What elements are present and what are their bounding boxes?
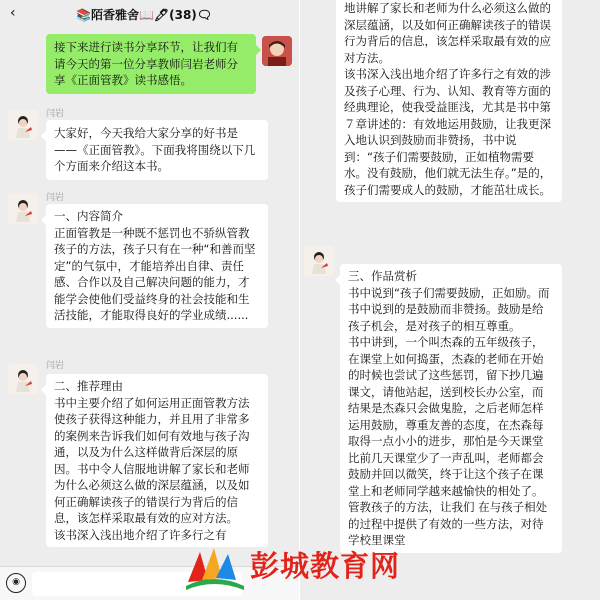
watermark-logo-icon	[184, 542, 246, 592]
message-bubble-continued[interactable]: 地讲解了家长和老师为什么必须这么做的深层蕴涵，以及如何正确解读孩子的错误行为背后的信息，该怎样采取最有效的应对方法。 该书深入浅出地介绍了许多行之有效的涉及孩子心理、行为、认知、教育等方面的经典理论，使我受益匪浅，尤其是书中第７章讲述的：有效地运用鼓励，让我更深入地认识到鼓励而非赞扬，书中说到：“孩子们需要鼓励，正如植物需要水。没有鼓励，他们就无法生存。”是的，孩子们需要成人的鼓励，才能茁壮成长。	[336, 0, 562, 202]
cartoon-avatar-icon	[8, 110, 38, 140]
message-bubble[interactable]: 三、作品赏析 书中说到“孩子们需要鼓励，正如励。而书中说到的是鼓励而非赞扬。鼓励是给孩子机会，是对孩子的相互尊重。 书中讲到，一个叫杰森的五年级孩子，在课堂上如何捣蛋，杰森的老师在开始的时候也尝试了这些惩罚，留下抄几遍课文，请他站起，送到校长办公室，而结果是杰森只会做鬼脸，之后老师怎样运用鼓励，尊重友善的态度，在杰森每取得一点小小的进步，那怕是今天课堂比前几天课堂少了一声乱叫，老师都会鼓励并回以微笑，终于让这个孩子在课堂上和老师同学越来越愉快的相处了。 管教孩子的方法，让我们 在与孩子相处的过程中提供了有效的一些方法，对待学校里课堂	[340, 264, 562, 553]
site-watermark	[184, 528, 424, 600]
sender-avatar[interactable]	[8, 194, 38, 224]
cartoon-avatar-icon	[304, 246, 334, 276]
cartoon-avatar-icon	[8, 194, 38, 224]
self-avatar-icon	[262, 36, 292, 66]
cartoon-avatar-icon	[8, 364, 38, 394]
sender-name: 闫岩	[46, 193, 65, 203]
sender-name: 闫岩	[46, 361, 65, 371]
sender-avatar[interactable]	[8, 364, 38, 394]
chat-column-right	[300, 0, 600, 600]
message-bubble-self[interactable]: 接下来进行读书分享环节，让我们有请今天的第一位分享教师闫岩老师分享《正面管教》读书感悟。	[46, 34, 256, 94]
message-bubble[interactable]: 二、推荐理由 书中主要介绍了如何运用正面管教方法使孩子获得这种能力，并且用了非常多的案例来告诉我们如何有效地与孩子沟通，以及为什么这样做背后深层的原因。书中令人信服地讲解了家长和老师为什么必须这么做的深层蕴涵，以及如何正确解读孩子的错误行为背后的信息，该怎样采取最有效的应对方法。 该书深入浅出地介绍了许多行之有	[46, 374, 268, 547]
back-icon[interactable]: ‹	[10, 5, 16, 21]
voice-icon[interactable]: ◉	[6, 573, 26, 593]
sender-name: 闫岩	[46, 109, 65, 119]
message-bubble[interactable]: 大家好，今天我给大家分享的好书是——《正面管教》。下面我将围绕以下几个方面来介绍这本书。	[46, 120, 268, 180]
chat-title: 📚陌香雅舍📖🖊(38)🗨	[76, 8, 213, 22]
self-avatar[interactable]	[262, 36, 292, 66]
message-bubble[interactable]: 一、内容简介 正面管教是一种既不惩罚也不骄纵管教孩子的方法，孩子只有在一种“和善而坚定”的气氛中，才能培养出自律、责任感、合作以及自己解决问题的能力，才能学会使他们受益终身的社会技能和生活技能，才能取得良好的学业成绩......	[46, 204, 268, 328]
chat-header	[0, 0, 300, 28]
sender-avatar[interactable]	[8, 110, 38, 140]
watermark-text: 彭城教育网	[250, 549, 401, 583]
sender-avatar[interactable]	[304, 246, 334, 276]
